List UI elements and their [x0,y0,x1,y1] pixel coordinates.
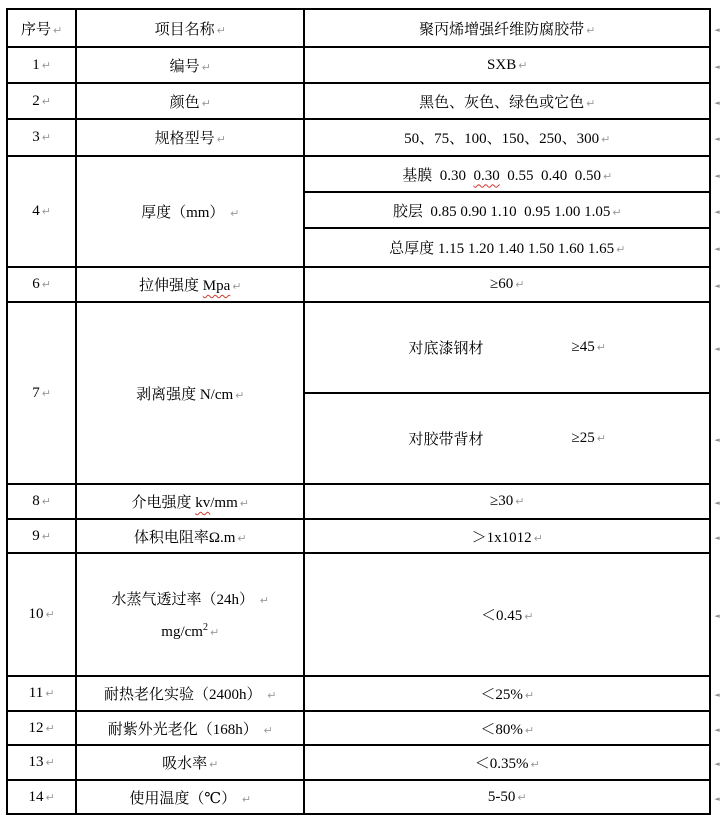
row-number: 10 [28,606,44,622]
row-number-cell[interactable] [7,119,76,156]
peel-strength-backing-value [572,430,606,447]
paragraph-mark-icon: ↵ [601,133,611,146]
paragraph-mark-icon: ↵ [267,689,277,702]
row-end-marker [710,745,726,780]
row-number-cell[interactable] [7,484,76,519]
paragraph-mark-icon: ↵ [45,608,55,621]
row-number: 9 [32,527,40,544]
paragraph-mark-icon: ↵ [241,792,252,806]
item-name-cell[interactable] [76,553,304,676]
superscript: 2 [202,622,208,633]
row-end-mark-icon: ◄ [714,171,720,180]
value-text: ≥25 [571,430,595,446]
paragraph-mark-icon: ↵ [263,723,273,737]
paragraph-mark-icon: ↵ [41,58,51,72]
value-cell[interactable] [304,119,710,156]
row-number: 11 [28,685,44,701]
row-number-cell[interactable] [7,519,76,553]
value-cell[interactable] [304,47,710,83]
row-end-marker [710,119,726,156]
row-number: 1 [32,56,40,73]
row-end-marker [710,83,726,119]
value-cell[interactable] [304,676,710,711]
paragraph-mark-icon: ↵ [612,205,622,219]
row-end-mark-icon: ◄ [714,98,720,107]
value-cell[interactable] [304,553,710,676]
row-end-marker [710,9,726,47]
paragraph-mark-icon: ↵ [515,495,525,508]
misspelling-underline: Mpa [202,278,231,294]
row-end-marker [710,156,726,192]
header-cell-item[interactable] [76,9,304,47]
value-cell[interactable] [304,267,710,302]
item-name-cell[interactable] [76,711,304,745]
paragraph-mark-icon: ↵ [41,131,51,144]
item-name-cell[interactable] [76,156,304,267]
item-name: 拉伸强度 [139,278,203,294]
row-end-mark-icon: ◄ [714,794,720,803]
header-item-label: 项目名称 [154,21,215,38]
row-number: 4 [32,203,40,219]
paragraph-mark-icon: ↵ [235,388,245,402]
row-number: 14 [28,788,44,805]
value-text: ＜25% [480,687,523,703]
item-name: 耐紫外光老化（168h） [107,721,258,738]
header-row [7,9,726,47]
value-text: 黑色、灰色、绿色或它色 [419,94,585,111]
paragraph-mark-icon: ↵ [524,689,535,702]
paragraph-mark-icon: ↵ [533,531,543,545]
item-name: 介电强度 [131,495,196,511]
paragraph-mark-icon: ↵ [230,207,240,220]
value-text: ＜0.35% [474,756,529,772]
item-name-cell[interactable] [76,83,304,119]
row-number: 12 [28,719,44,736]
item-name-cell[interactable] [76,780,304,814]
table-row [7,47,726,83]
row-number-cell[interactable] [7,267,76,302]
paragraph-mark-icon: ↵ [232,280,242,293]
value-cell[interactable] [304,780,710,814]
row-end-mark-icon: ◄ [714,207,720,216]
misspelling-underline: 0.30 [473,167,500,184]
value-cell[interactable] [304,519,710,553]
header-cell-index[interactable] [7,9,76,47]
item-name: 规格型号 [154,131,215,147]
thickness-glue-layer: 胶层 0.85 0.90 1.10 0.95 1.00 1.05 [392,203,611,220]
value-text: ≥60 [490,276,514,292]
item-name-cell[interactable] [76,267,304,302]
row-number: 3 [32,129,40,145]
sub-value-cell[interactable] [304,156,710,192]
paragraph-mark-icon: ↵ [524,723,535,737]
paragraph-mark-icon: ↵ [216,133,226,146]
item-name-cell[interactable] [76,484,304,519]
item-name-cell[interactable] [76,302,304,484]
paragraph-mark-icon: ↵ [41,94,51,108]
value-text: SXB [487,56,517,73]
paragraph-mark-icon: ↵ [596,341,606,354]
row-end-marker [710,228,726,267]
header-cell-product[interactable] [304,9,710,47]
table-row [7,711,726,745]
value-cell[interactable] [304,83,710,119]
row-number: 7 [32,384,40,401]
value-text: ＜0.45 [481,608,523,624]
value-text: 50、75、100、150、250、300 [404,131,600,147]
paragraph-mark-icon: ↵ [41,529,51,543]
value-text: ＞1x1012 [471,529,532,546]
paragraph-mark-icon: ↵ [530,758,540,771]
table-row [7,780,726,814]
item-name-line2 [161,624,219,641]
item-name-cell[interactable] [76,47,304,83]
thickness-base-film-pre: 基膜 0.30 [402,167,474,184]
row-number-cell[interactable] [7,676,76,711]
table-row [7,119,726,156]
row-number-cell[interactable] [7,553,76,676]
sub-value-cell[interactable] [304,192,710,228]
row-number-cell[interactable] [7,156,76,267]
row-end-marker [710,47,726,83]
row-number: 8 [32,493,40,509]
paragraph-mark-icon: ↵ [209,758,219,771]
value-cell[interactable] [304,745,710,780]
row-number: 6 [32,276,40,292]
item-name: 水蒸气透过率（24h） [111,592,255,608]
row-end-marker [710,192,726,228]
item-name-line1 [112,588,269,609]
sub-value-cell[interactable] [304,393,710,484]
row-end-marker [710,393,726,484]
row-end-marker [710,780,726,814]
value-text: ≥30 [490,493,514,509]
item-name: 耐热老化实验（2400h） [104,687,262,703]
paragraph-mark-icon: ↵ [41,278,51,291]
paragraph-mark-icon: ↵ [41,205,51,218]
row-end-mark-icon: ◄ [714,345,720,353]
paragraph-mark-icon: ↵ [616,243,626,256]
item-unit: mg/cm [161,624,203,640]
table-row [7,83,726,119]
row-number-cell[interactable] [7,745,76,780]
item-name-cell[interactable] [76,745,304,780]
row-number: 13 [28,754,44,770]
thickness-base-film-post: 0.55 0.40 0.50 [499,167,602,184]
table-row [7,553,726,676]
row-end-mark-icon: ◄ [714,245,720,253]
row-end-mark-icon: ◄ [714,62,720,71]
table-row [7,156,726,192]
paragraph-mark-icon: ↵ [45,687,55,700]
table-row [7,267,726,302]
spec-table [6,8,727,815]
value-cell[interactable] [304,711,710,745]
value-text: ＜80% [480,721,523,738]
paragraph-mark-icon: ↵ [201,96,211,110]
row-end-mark-icon: ◄ [714,25,720,34]
table-row [7,302,726,393]
row-end-marker [710,519,726,553]
row-end-mark-icon: ◄ [714,499,720,507]
paragraph-mark-icon: ↵ [45,790,55,804]
sub-value-cell[interactable] [304,228,710,267]
row-end-mark-icon: ◄ [714,533,720,542]
row-end-mark-icon: ◄ [714,612,720,620]
row-end-mark-icon: ◄ [714,760,720,768]
row-end-marker [710,267,726,302]
item-name-suffix: /mm [210,495,238,511]
paragraph-mark-icon: ↵ [41,386,51,400]
row-number-cell[interactable] [7,711,76,745]
header-product-label: 聚丙烯增强纤维防腐胶带 [419,21,585,38]
paragraph-mark-icon: ↵ [209,626,220,639]
misspelling-underline: kv [195,495,211,511]
paragraph-mark-icon: ↵ [52,23,63,37]
row-number: 2 [32,92,40,109]
table-row [7,519,726,553]
row-end-mark-icon: ◄ [714,282,720,290]
row-end-marker [710,676,726,711]
paragraph-mark-icon: ↵ [586,96,596,110]
item-name: 厚度（mm） [141,205,225,221]
row-number-cell[interactable] [7,83,76,119]
paragraph-mark-icon: ↵ [45,756,55,769]
paragraph-mark-icon: ↵ [45,721,55,735]
paragraph-mark-icon: ↵ [515,278,525,291]
header-index-label: 序号 [20,21,51,38]
row-end-mark-icon: ◄ [714,135,720,143]
item-name: 使用温度（℃） [129,790,237,807]
paragraph-mark-icon: ↵ [239,497,249,510]
paragraph-mark-icon: ↵ [216,23,226,37]
paragraph-mark-icon: ↵ [586,23,596,37]
paragraph-mark-icon: ↵ [596,432,606,445]
paragraph-mark-icon: ↵ [201,60,211,74]
paragraph-mark-icon: ↵ [517,790,527,804]
paragraph-mark-icon: ↵ [518,58,528,72]
peel-strength-steel-value [572,339,606,356]
table-row [7,676,726,711]
row-end-marker [710,553,726,676]
item-name: 吸水率 [162,756,208,772]
row-end-marker [710,302,726,393]
row-end-mark-icon: ◄ [714,725,720,734]
value-text: ≥45 [571,339,595,355]
row-end-marker [710,711,726,745]
paragraph-mark-icon: ↵ [41,495,51,508]
item-name-cell[interactable] [76,676,304,711]
item-name: 颜色 [169,94,200,111]
paragraph-mark-icon: ↵ [237,531,247,545]
item-name: 编号 [169,58,200,75]
paragraph-mark-icon: ↵ [603,169,613,183]
row-end-mark-icon: ◄ [714,436,720,444]
paragraph-mark-icon: ↵ [259,594,269,607]
row-number-cell[interactable] [7,47,76,83]
thickness-total: 总厚度 1.15 1.20 1.40 1.50 1.60 1.65 [389,241,615,257]
table-row [7,484,726,519]
row-end-marker [710,484,726,519]
item-name-cell[interactable] [76,519,304,553]
paragraph-mark-icon: ↵ [524,610,534,623]
row-number-cell[interactable] [7,302,76,484]
item-name: 体积电阻率Ω.m [133,529,236,546]
sub-value-cell[interactable] [304,302,710,393]
item-name-cell[interactable] [76,119,304,156]
table-row [7,745,726,780]
row-end-mark-icon: ◄ [714,691,720,699]
value-text: 5-50 [487,788,516,805]
value-cell[interactable] [304,484,710,519]
item-name: 剥离强度 N/cm [136,386,234,403]
peel-strength-steel-label: 对底漆钢材 [408,341,484,357]
row-number-cell[interactable] [7,780,76,814]
peel-strength-backing-label: 对胶带背材 [408,432,484,448]
